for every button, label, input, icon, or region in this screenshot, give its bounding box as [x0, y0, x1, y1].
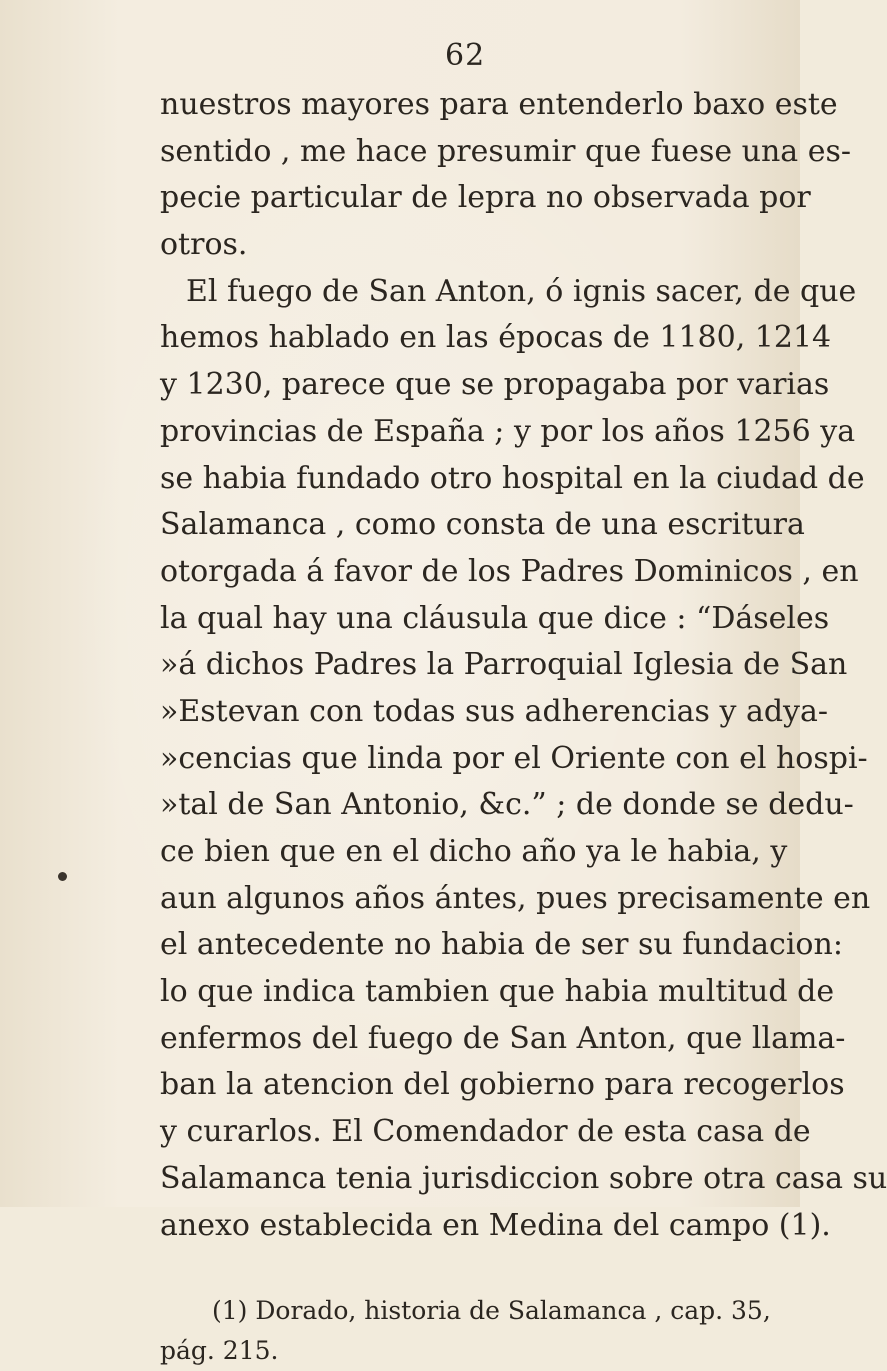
text-line: pecie particular de lepra no observada por: [160, 180, 811, 216]
ink-spot: [58, 872, 67, 881]
text-line: aun algunos años ántes, pues precisamente en: [160, 880, 871, 916]
spacer: [160, 1249, 758, 1291]
text-line: se habia fundado otro hospital en la ciudad de: [160, 460, 865, 496]
text-line: sentido , me hace presumir que fuese una es-: [160, 133, 851, 169]
text-line: lo que indica tambien que habia multitud de: [160, 974, 835, 1010]
text-line: la qual hay una cláusula que dice : “Dáseles: [160, 600, 830, 636]
text-line: Salamanca , como consta de una escritura: [160, 507, 805, 543]
text-line: »á dichos Padres la Parroquial Iglesia de San: [160, 647, 848, 683]
footnote: [160, 1291, 771, 1371]
text-line: ce bien que en el dicho año ya le habia, y: [160, 834, 788, 869]
text-line: hemos hablado en las épocas de 1180, 1214: [160, 320, 832, 356]
body-text: [160, 82, 887, 1371]
text-line: y curarlos. El Comendador de esta casa de: [160, 1114, 811, 1150]
footnote-line: (1) Dorado, historia de Salamanca , cap. 35,: [212, 1296, 771, 1326]
text-line: enfermos del fuego de San Anton, que llama-: [160, 1020, 846, 1056]
text-line: otros.: [160, 227, 248, 263]
text-line: el antecedente no habia de ser su fundacion:: [160, 927, 843, 963]
paragraph-2: [160, 269, 887, 1249]
text-line: otorgada á favor de los Padres Dominicos , en: [160, 553, 859, 589]
text-line: ban la atencion del gobierno para recogerlos: [160, 1067, 845, 1103]
text-line: nuestros mayores para entenderlo baxo este: [160, 87, 838, 122]
text-line: provincias de España ; y por los años 1256 ya: [160, 413, 856, 449]
text-line: El fuego de San Anton, ó ignis sacer, de que: [186, 273, 857, 309]
text-line: »cencias que linda por el Oriente con el hospi-: [160, 740, 868, 776]
text-line: anexo establecida en Medina del campo (1).: [160, 1207, 831, 1243]
page-number: 62: [445, 38, 486, 73]
text-line: Salamanca tenia jurisdiccion sobre otra casa su: [160, 1160, 887, 1196]
text-line: »tal de San Antonio, &c.” ; de donde se dedu-: [160, 787, 854, 823]
footnote-line: pág. 215.: [160, 1336, 279, 1366]
text-line: y 1230, parece que se propagaba por varias: [160, 367, 830, 403]
text-line: »Estevan con todas sus adherencias y adya-: [160, 693, 828, 729]
paragraph-1: [160, 82, 851, 269]
